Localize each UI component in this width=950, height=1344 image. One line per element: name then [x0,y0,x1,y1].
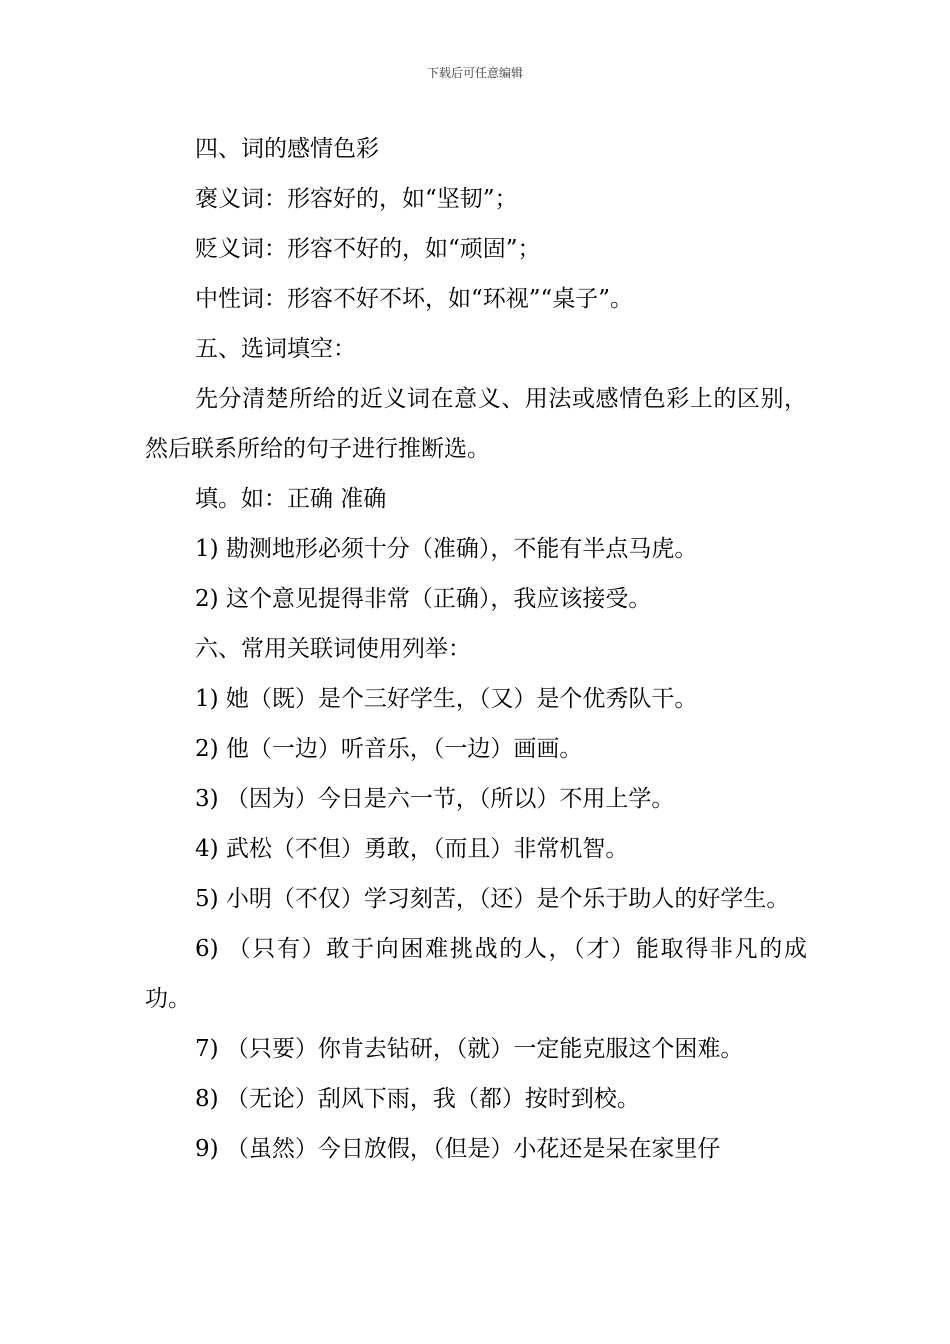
paragraph-commendatory: 褒义词：形容好的，如“坚韧”； [195,186,518,212]
list-item: 2) 这个意见提得非常（正确），我应该接受。 [195,586,652,612]
list-item: 1) 她（既）是个三好学生，（又）是个优秀队干。 [195,686,698,712]
heading-sentiment: 四、词的感情色彩 [195,136,379,162]
paragraph-derogatory: 贬义词：形容不好的，如“顽固”； [195,236,541,262]
heading-conjunctions: 六、常用关联词使用列举： [195,636,471,662]
document-body [145,124,807,1174]
list-item: 4) 武松（不但）勇敢，（而且）非常机智。 [195,836,629,862]
list-item: 3) （因为）今日是六一节，（所以）不用上学。 [195,786,675,812]
heading-fill-blank: 五、选词填空： [195,336,356,362]
list-item: 9) （虽然）今日放假，（但是）小花还是呆在家里仔 [195,1136,721,1162]
list-item: 1) 勘测地形必须十分（准确），不能有半点马虎。 [195,536,698,562]
page-header: 下载后可任意编辑 [426,66,523,80]
list-item: 2) 他（一边）听音乐，（一边）画画。 [195,736,583,762]
paragraph-fill-blank-instructions: 先分清楚所给的近义词在意义、用法或感情色彩上的区别，然后联系所给的句子进行推断选。 [145,386,807,462]
list-item: 8) （无论）刮风下雨，我（都）按时到校。 [195,1086,640,1112]
list-item: 6) （只有）敢于向困难挑战的人，（才）能取得非凡的成功。 [145,936,807,1012]
list-item: 5) 小明（不仅）学习刻苦，（还）是个乐于助人的好学生。 [195,886,790,912]
paragraph-neutral: 中性词：形容不好不坏，如“环视”“桌子”。 [195,286,634,312]
paragraph-fill-blank-example: 填。如：正确 准确 [195,486,387,512]
list-item: 7) （只要）你肯去钻研，（就）一定能克服这个困难。 [195,1036,744,1062]
